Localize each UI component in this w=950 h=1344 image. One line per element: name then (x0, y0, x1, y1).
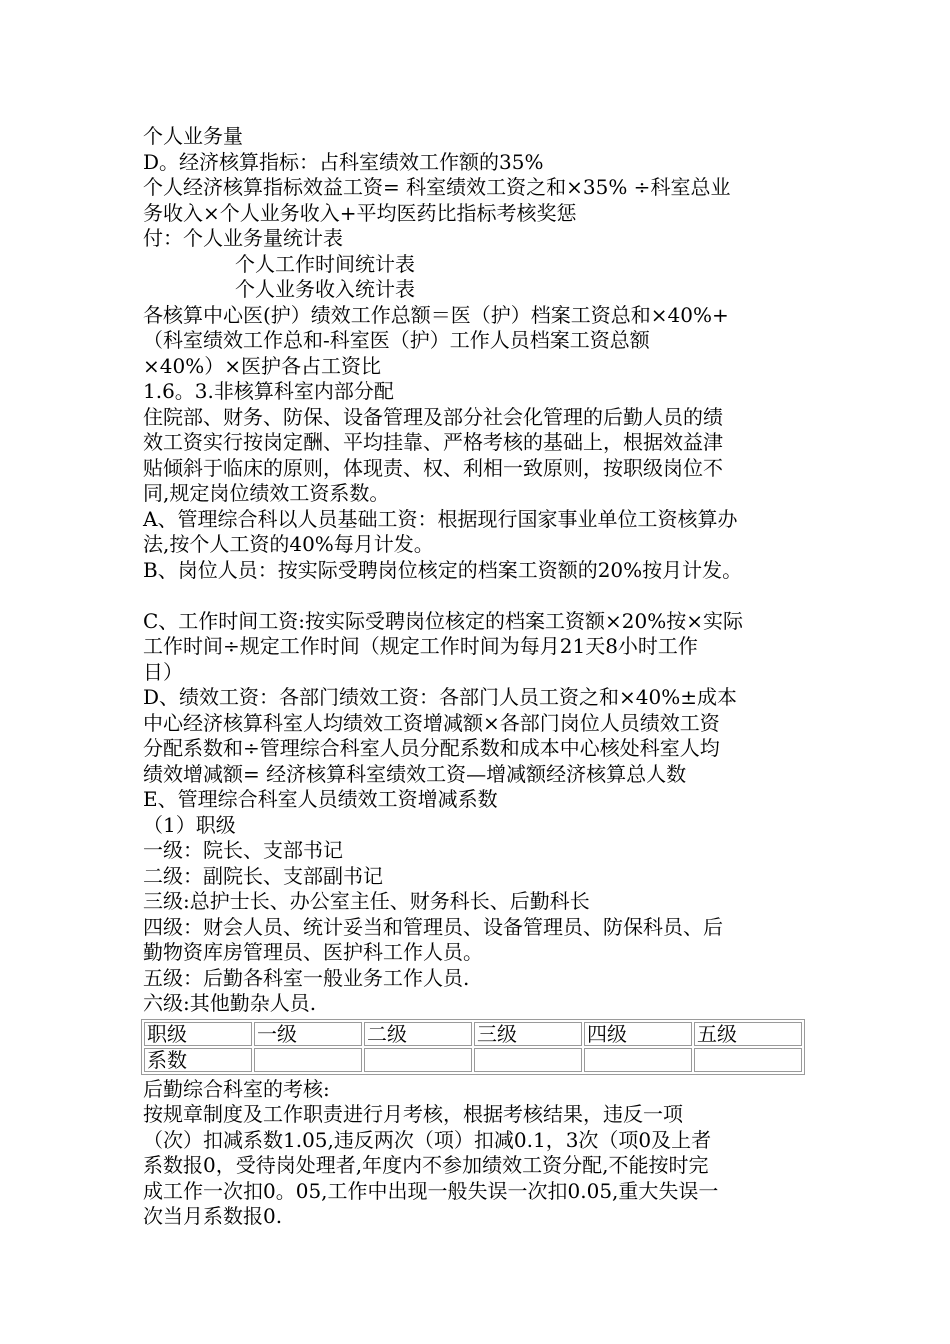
text-line: D。经济核算指标：占科室绩效工作额的35% (143, 149, 544, 174)
grade-coefficient-table (141, 1019, 805, 1075)
text-line: 勤物资库房管理员、医护科工作人员。 (143, 940, 483, 964)
text-line: 四级：财会人员、统计妥当和管理员、设备管理员、防保科员、后 (143, 914, 723, 939)
text-line: 效工资实行按岗定酬、平均挂靠、严格考核的基础上，根据效益津 (143, 430, 723, 454)
table-cell (584, 1048, 692, 1072)
text-line: E、管理综合科室人员绩效工资增减系数 (143, 787, 498, 811)
text-line: C、工作时间工资:按实际受聘岗位核定的档案工资额×20%按×实际 (143, 608, 744, 633)
document-page (143, 124, 823, 1230)
text-line: 五级：后勤各科室一般业务工作人员. (143, 965, 470, 990)
text-line: 住院部、财务、防保、设备管理及部分社会化管理的后勤人员的绩 (143, 404, 723, 429)
text-line: 法,按个人工资的40%每月计发。 (143, 532, 434, 556)
text-line: 个人经济核算指标效益工资= 科室绩效工资之和×35% ÷科室总业 (143, 175, 731, 199)
text-line: ×40%）×医护各占工资比 (143, 353, 381, 378)
text-line: 日） (143, 659, 183, 684)
text-line: 成工作一次扣0。05,工作中出现一般失误一次扣0.05,重大失误一 (143, 1178, 719, 1203)
text-line: 按规章制度及工作职责进行月考核，根据考核结果，违反一项 (143, 1102, 683, 1126)
text-line: 次当月系数报0. (143, 1204, 283, 1228)
text-line: 三级:总护士长、办公室主任、财务科长、后勤科长 (143, 889, 590, 913)
section-heading: 1.6。3.非核算科室内部分配 (143, 379, 394, 403)
text-line: 个人业务收入统计表 (235, 277, 415, 301)
text-line: （1）职级 (143, 812, 236, 837)
text-line: B、岗位人员：按实际受聘岗位核定的档案工资额的20%按月计发。 (143, 557, 743, 582)
table-header-cell: 一级 (254, 1022, 362, 1046)
text-line: 同,规定岗位绩效工资系数。 (143, 481, 390, 505)
text-line: （科室绩效工作总和-科室医（护）工作人员档案工资总额 (143, 328, 650, 352)
table-header-cell: 五级 (694, 1022, 802, 1046)
text-line: 工作时间÷规定工作时间（规定工作时间为每月21天8小时工作 (143, 634, 698, 658)
text-line: 务收入×个人业务收入+平均医药比指标考核奖惩 (143, 200, 577, 225)
text-line: A、管理综合科以人员基础工资：根据现行国家事业单位工资核算办 (143, 506, 738, 531)
table-header-cell: 二级 (364, 1022, 472, 1046)
table-cell (254, 1048, 362, 1072)
text-line: 贴倾斜于临床的原则，体现责、权、利相一致原则，按职级岗位不 (143, 455, 723, 480)
text-line: 一级：院长、支部书记 (143, 838, 343, 862)
table-cell (474, 1048, 582, 1072)
table-header-cell: 职级 (144, 1022, 252, 1046)
text-line: 中心经济核算科室人均绩效工资增减额×各部门岗位人员绩效工资 (143, 710, 720, 735)
table-cell: 系数 (144, 1048, 252, 1072)
table-row (144, 1048, 802, 1072)
table-cell (694, 1048, 802, 1072)
table-header-cell: 三级 (474, 1022, 582, 1046)
text-line: 分配系数和÷管理综合科室人员分配系数和成本中心核处科室人均 (143, 736, 720, 760)
table-header-cell: 四级 (584, 1022, 692, 1046)
text-line: D、绩效工资：各部门绩效工资：各部门人员工资之和×40%±成本 (143, 685, 738, 709)
text-line: 付：个人业务量统计表 (143, 226, 343, 250)
table-cell (364, 1048, 472, 1072)
text-line: 六级:其他勤杂人员. (143, 991, 317, 1015)
text-line: （次）扣减系数1.05,违反两次（项）扣减0.1，3次（项0及上者 (143, 1127, 712, 1152)
text-line: 各核算中心医(护）绩效工作总额＝医（护）档案工资总和×40%+ (143, 302, 729, 327)
text-line: 二级：副院长、支部副书记 (143, 863, 383, 888)
table-row (144, 1022, 802, 1046)
text-line: 个人工作时间统计表 (235, 251, 415, 276)
blank-line (143, 583, 823, 609)
text-line: 个人业务量 (143, 124, 243, 148)
section-heading: 后勤综合科室的考核: (143, 1076, 330, 1101)
text-line: 系数报0，受待岗处理者,年度内不参加绩效工资分配,不能按时完 (143, 1153, 709, 1177)
text-line: 绩效增减额= 经济核算科室绩效工资—增减额经济核算总人数 (143, 761, 687, 786)
